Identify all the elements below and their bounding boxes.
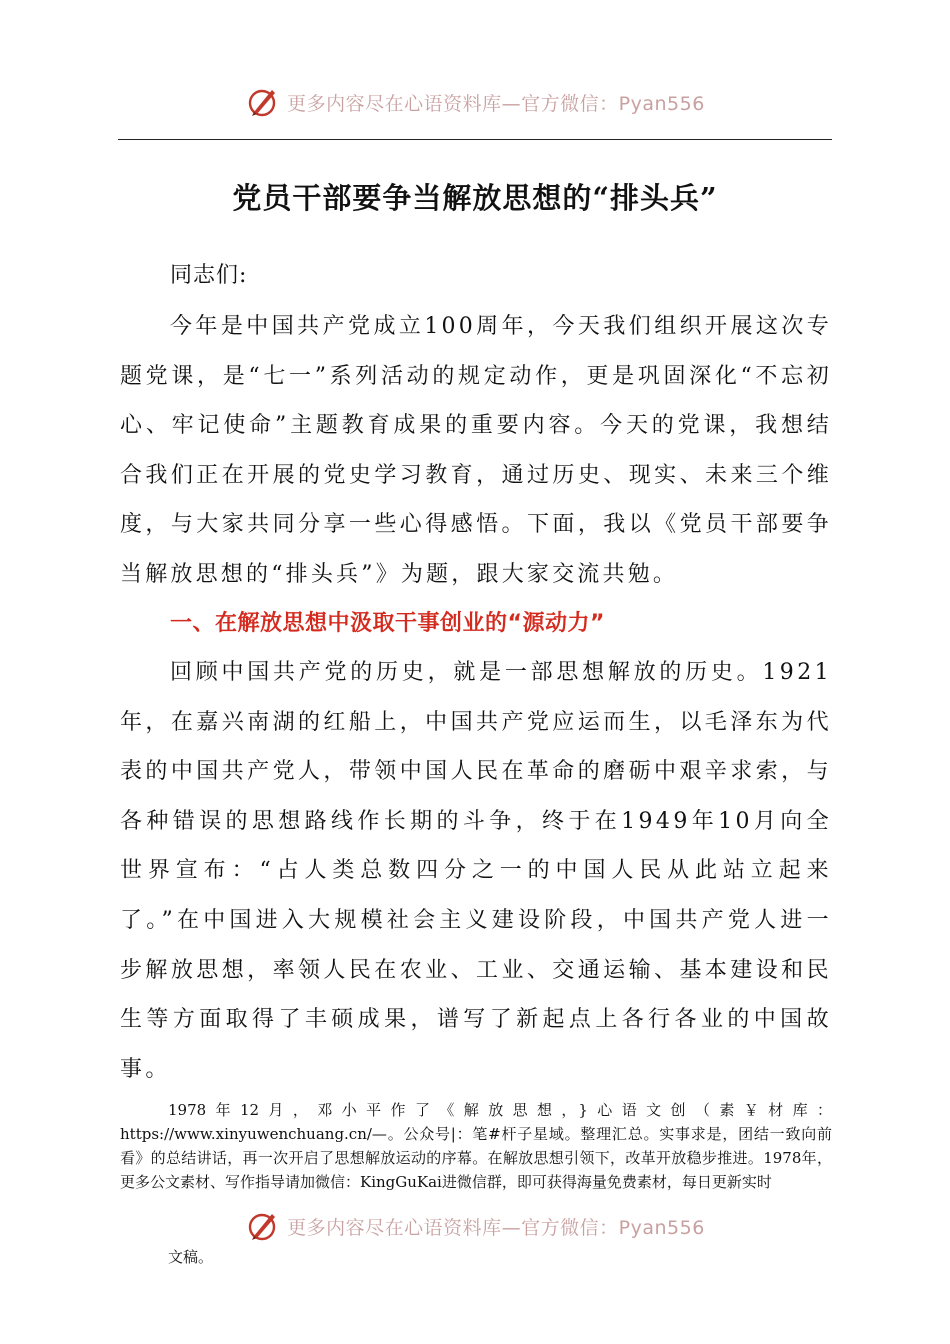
watermark-footer: [0, 1206, 950, 1246]
document-title: 党员干部要争当解放思想的“排头兵”: [232, 181, 718, 215]
watermark-header: [0, 82, 950, 122]
paragraph-1978: 1978年12月，邓小平作了《解放思想，}心语文创（素￥材库：https://www.xinyuwenchuang.cn/—。公众号|：笔#杆子星域。整理汇总。实事求是，团结一致向前看》的总结讲话，再一次开启了思想解放运动的序幕。在解放思想引领下，改革开放稳步推进。1978年，更多公文素材、写作指导请加微信：KingGuKai进微信群，即可获得海量免费素材，每日更新实时: [120, 1101, 832, 1191]
section-heading-1: 一、在解放思想中汲取干事创业的“源动力”: [170, 611, 605, 636]
paragraph-intro: 今年是中国共产党成立100周年，今天我们组织开展这次专题党课，是“七一”系列活动的规定动作，更是巩固深化“不忘初心、牢记使命”主题教育成果的重要内容。今天的党课，我想结合我们正在开展的党史学习教育，通过历史、现实、未来三个维度，与大家共同分享一些心得感悟。下面，我以《党员干部要争当解放思想的“排头兵”》为题，跟大家交流共勉。: [120, 314, 832, 587]
paragraph-history: 回顾中国共产党的历史，就是一部思想解放的历史。1921年，在嘉兴南湖的红船上，中国共产党应运而生，以毛泽东为代表的中国共产党人，带领中国人民在革命的磨砺中艰辛求索，与各种错误的思想路线作长期的斗争，终于在1949年10月向全世界宣布：“占人类总数四分之一的中国人民从此站立起来了。”在中国进入大规模社会主义建设阶段，中国共产党人进一步解放思想，率领人民在农业、工业、交通运输、基本建设和民生等方面取得了丰硕成果，谱写了新起点上各行各业的中国故事。: [120, 660, 832, 1082]
header-divider: [118, 139, 832, 140]
watermark-text: 更多内容尽在心语资料库—官方微信：Pyan556: [287, 1216, 705, 1239]
greeting: 同志们:: [170, 263, 248, 288]
paragraph-1978-end: 文稿。: [168, 1248, 214, 1266]
pen-circle-logo-icon: [245, 1208, 281, 1244]
pen-circle-logo-icon: [245, 84, 281, 120]
watermark-text: 更多内容尽在心语资料库—官方微信：Pyan556: [287, 92, 705, 115]
